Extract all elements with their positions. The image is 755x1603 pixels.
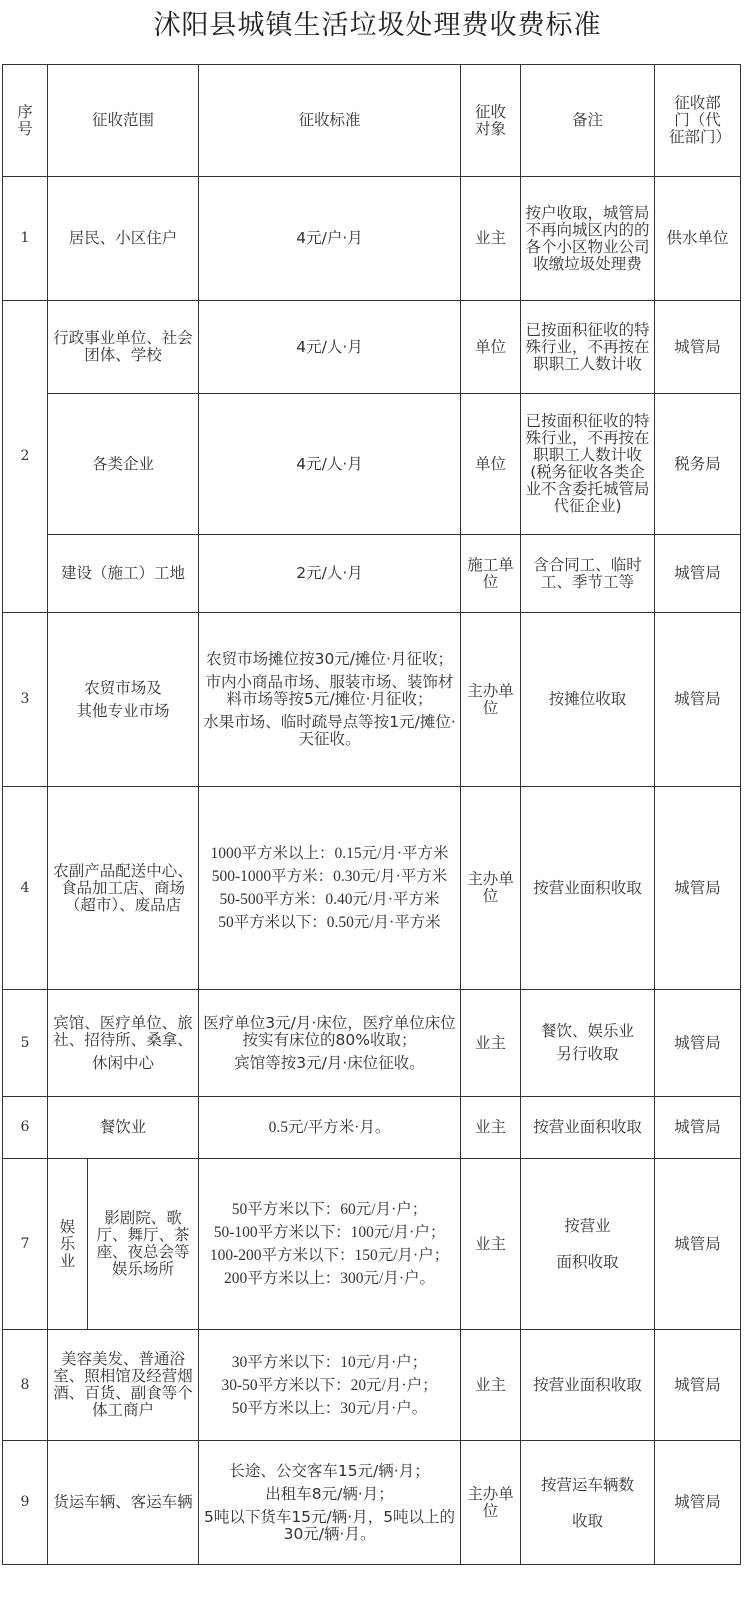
header-cell: 征收对象 xyxy=(461,65,521,177)
header-cell: 序号 xyxy=(3,65,48,177)
target-cell: 业主 xyxy=(461,1330,521,1441)
note-cell xyxy=(521,1159,655,1330)
dept-cell: 城管局 xyxy=(655,1441,741,1565)
target-cell: 主办单位 xyxy=(461,1441,521,1565)
note-line: 按营运车辆数 xyxy=(541,1475,635,1494)
standard-cell xyxy=(199,1159,461,1330)
scope-cell: 各类企业 xyxy=(48,394,199,535)
note-cell: 含合同工、临时工、季节工等 xyxy=(521,535,655,613)
standard-line: 市内小商品市场、服装市场、装饰材料市场等按5元/摊位·月征收； xyxy=(205,673,454,708)
scope-cell: 行政事业单位、社会团体、学校 xyxy=(48,301,199,394)
standard-line: 农贸市场摊位按30元/摊位·月征收； xyxy=(206,650,453,668)
header-cell: 征收标准 xyxy=(199,65,461,177)
standard-cell: 4元/人·月 xyxy=(199,301,461,394)
standard-line: 30-50平方米以下：20元/月·户； xyxy=(221,1376,438,1394)
note-cell xyxy=(521,990,655,1097)
standard-cell xyxy=(199,787,461,990)
note-cell: 按户收取，城管局不再向城区内的的各个小区物业公司收缴垃圾处理费 xyxy=(521,177,655,301)
scope-cell: 货运车辆、客运车辆 xyxy=(48,1441,199,1565)
note-cell: 按营业面积收取 xyxy=(521,1330,655,1441)
scope-cell: 餐饮业 xyxy=(48,1097,199,1159)
note-cell: 已按面积征收的特殊行业，不再按在职职工人数计收 xyxy=(521,301,655,394)
target-cell: 业主 xyxy=(461,1097,521,1159)
standard-line: 50平方米以下：0.50元/月·平方米 xyxy=(218,914,441,931)
note-cell xyxy=(521,1441,655,1565)
standard-cell xyxy=(199,1330,461,1441)
standard-line: 50-100平方米以下：100元/月·户； xyxy=(213,1224,446,1241)
table-row xyxy=(3,1097,741,1159)
dept-cell: 城管局 xyxy=(655,301,741,394)
scope-line: 休闲中心 xyxy=(92,1053,155,1072)
scope-cell xyxy=(48,613,199,787)
dept-cell: 城管局 xyxy=(655,1330,741,1441)
category-cell: 娱乐业 xyxy=(48,1159,88,1330)
standard-line: 1000平方米以上：0.15元/月·平方米 xyxy=(210,845,449,862)
target-cell: 业主 xyxy=(461,177,521,301)
scope-cell xyxy=(48,990,199,1097)
note-cell: 已按面积征收的特殊行业，不再按在职职工人数计收(税务征收各类企业不含委托城管局代征企业) xyxy=(521,394,655,535)
row-number: 2 xyxy=(3,301,48,613)
page-title: 沭阳县城镇生活垃圾处理费收费标准 xyxy=(153,10,602,41)
note-line: 另行收取 xyxy=(556,1045,619,1063)
note-cell: 按摊位收取 xyxy=(521,613,655,787)
target-cell: 单位 xyxy=(461,394,521,535)
standard-cell: 4元/人·月 xyxy=(199,394,461,535)
scope-line: 宾馆、医疗单位、旅社、招待所、桑拿、 xyxy=(53,1013,193,1049)
table-row xyxy=(3,1330,741,1441)
row-number: 3 xyxy=(3,613,48,787)
standard-line: 出租车8元/辆·月； xyxy=(265,1484,394,1503)
dept-cell: 城管局 xyxy=(655,1097,741,1159)
standard-cell xyxy=(199,613,461,787)
note-line: 面积收取 xyxy=(556,1253,619,1271)
table-row xyxy=(3,301,741,394)
header-row xyxy=(3,65,741,177)
row-number: 4 xyxy=(3,787,48,990)
standard-line: 30平方米以下：10元/月·户； xyxy=(231,1353,428,1371)
scope-line: 农贸市场及 xyxy=(84,678,162,697)
note-line: 餐饮、娱乐业 xyxy=(541,1022,635,1040)
table-row xyxy=(3,613,741,787)
standard-line: 50平方米以下：60元/月·户； xyxy=(231,1201,428,1218)
row-number: 5 xyxy=(3,990,48,1097)
table-row xyxy=(3,394,741,535)
scope-cell: 农副产品配送中心、食品加工店、商场（超市）、废品店 xyxy=(48,787,199,990)
standard-line: 100-200平方米以下：150元/月·户； xyxy=(209,1247,450,1264)
scope-cell: 影剧院、歌厅、舞厅、茶座、夜总会等娱乐场所 xyxy=(88,1159,199,1330)
standard-line: 50-500平方米：0.40元/月·平方米 xyxy=(219,891,440,908)
standard-cell xyxy=(199,990,461,1097)
dept-cell: 城管局 xyxy=(655,1159,741,1330)
scope-cell: 美容美发、普通浴室、照相馆及经营烟酒、百货、副食等个体工商户 xyxy=(48,1330,199,1441)
standard-line: 宾馆等按3元/月·床位征收。 xyxy=(234,1053,425,1072)
table-row xyxy=(3,535,741,613)
standard-cell: 0.5元/平方米·月。 xyxy=(199,1097,461,1159)
table-row xyxy=(3,177,741,301)
standard-line: 200平方米以上：300元/月·户。 xyxy=(224,1270,435,1287)
row-number: 8 xyxy=(3,1330,48,1441)
note-cell: 按营业面积收取 xyxy=(521,787,655,990)
table-row xyxy=(3,787,741,990)
standard-line: 长途、公交客车15元/辆·月； xyxy=(229,1461,430,1480)
dept-cell: 城管局 xyxy=(655,613,741,787)
table-row xyxy=(3,990,741,1097)
scope-line: 其他专业市场 xyxy=(76,701,170,720)
target-cell: 业主 xyxy=(461,1159,521,1330)
standard-line: 50平方米以上：30元/月·户。 xyxy=(231,1399,428,1417)
standard-cell xyxy=(199,1441,461,1565)
row-number: 9 xyxy=(3,1441,48,1565)
standard-line: 500-1000平方米：0.30元/月·平方米 xyxy=(211,868,448,885)
row-number: 7 xyxy=(3,1159,48,1330)
note-line: 按营业 xyxy=(564,1217,611,1235)
note-cell: 按营业面积收取 xyxy=(521,1097,655,1159)
scope-cell: 建设（施工）工地 xyxy=(48,535,199,613)
dept-cell: 供水单位 xyxy=(655,177,741,301)
header-cell: 征收范围 xyxy=(48,65,199,177)
table-row xyxy=(3,1159,741,1330)
dept-cell: 城管局 xyxy=(655,990,741,1097)
target-cell: 主办单位 xyxy=(461,787,521,990)
standard-cell: 2元/人·月 xyxy=(199,535,461,613)
target-cell: 单位 xyxy=(461,301,521,394)
header-cell: 征收部门（代征部门） xyxy=(655,65,741,177)
dept-cell: 城管局 xyxy=(655,787,741,990)
target-cell: 业主 xyxy=(461,990,521,1097)
standard-line: 医疗单位3元/月·床位，医疗单位床位按实有床位的80%收取； xyxy=(203,1013,456,1049)
table-row xyxy=(3,1441,741,1565)
header-cell: 备注 xyxy=(521,65,655,177)
row-number: 1 xyxy=(3,177,48,301)
target-cell: 施工单位 xyxy=(461,535,521,613)
fee-standard-table xyxy=(2,64,741,1565)
standard-cell: 4元/户·月 xyxy=(199,177,461,301)
dept-cell: 税务局 xyxy=(655,394,741,535)
dept-cell: 城管局 xyxy=(655,535,741,613)
standard-line: 5吨以下货车15元/辆·月，5吨以上的30元/辆·月。 xyxy=(203,1507,456,1543)
scope-cell: 居民、小区住户 xyxy=(48,177,199,301)
row-number: 6 xyxy=(3,1097,48,1159)
note-line: 收取 xyxy=(572,1511,604,1530)
target-cell: 主办单位 xyxy=(461,613,521,787)
standard-line: 水果市场、临时疏导点等按1元/摊位·天征收。 xyxy=(203,713,456,748)
